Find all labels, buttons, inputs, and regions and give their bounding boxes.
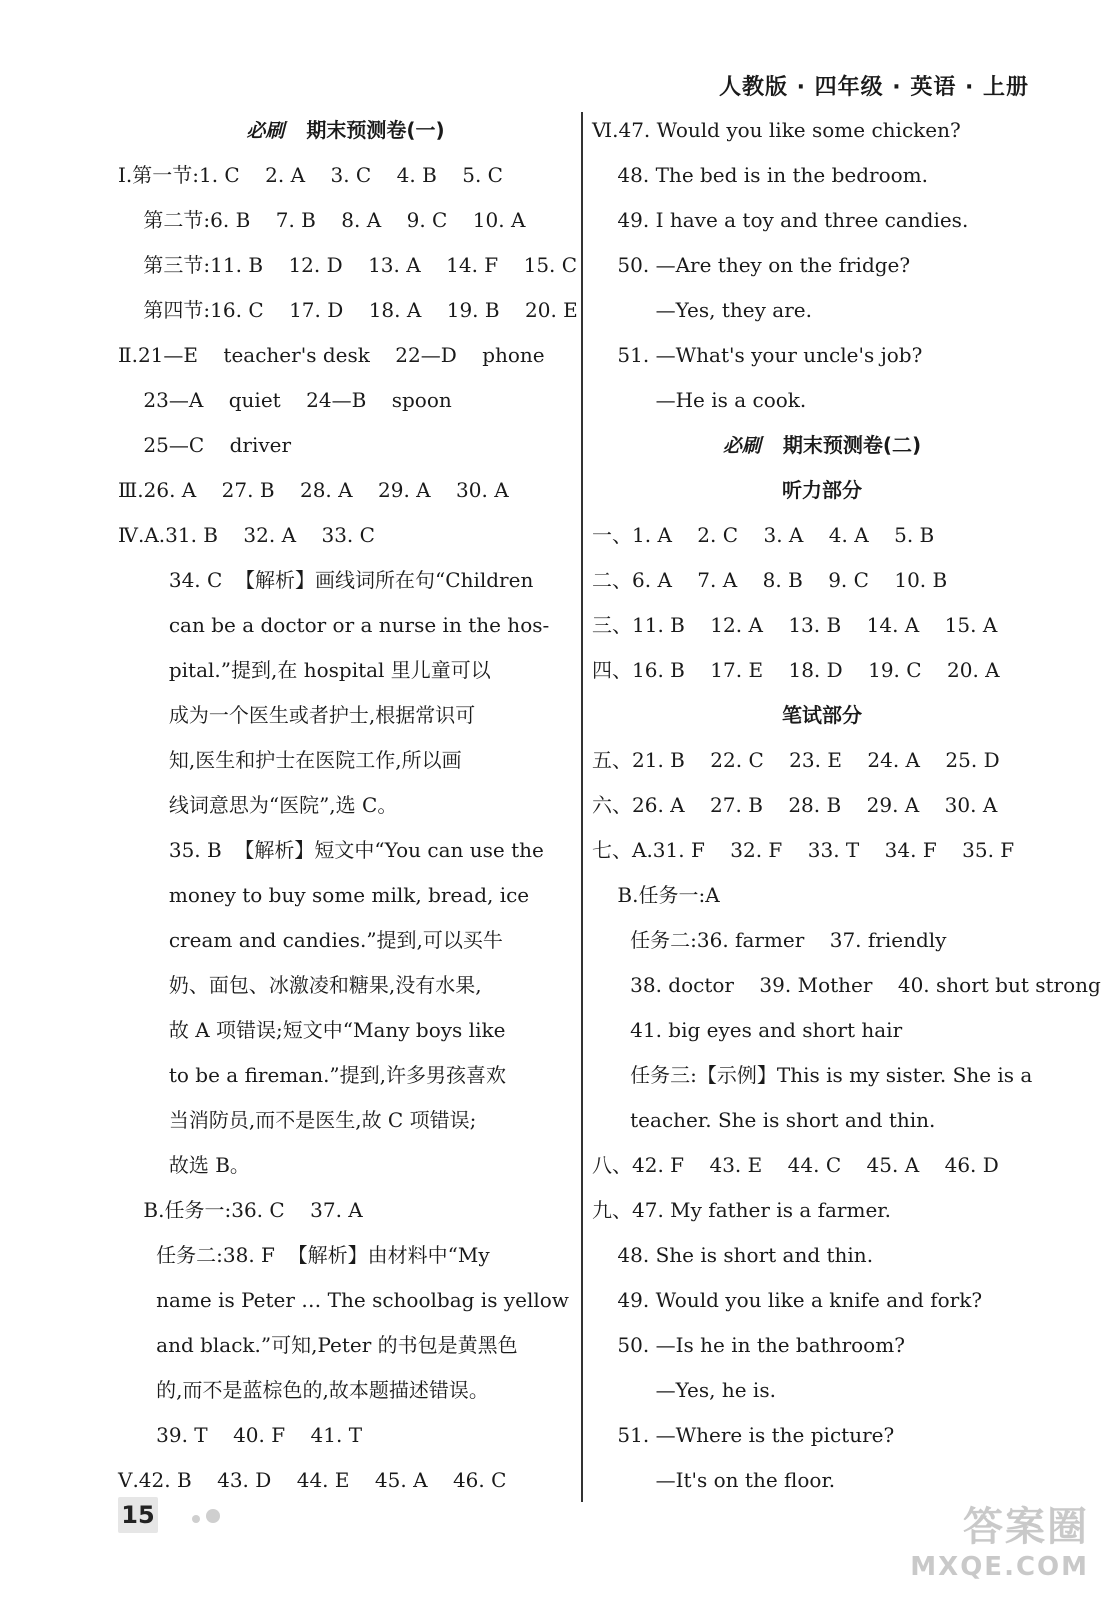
watermark-en: MXQE.COM [910, 1552, 1089, 1582]
answer-line: 38. doctor 39. Mother 40. short but strong [592, 973, 1101, 997]
page-dots-decoration [192, 1508, 226, 1527]
answer-line: 任务二:38. F 【解析】由材料中“My [118, 1243, 490, 1267]
answer-line: 成为一个医生或者护士,根据常识可 [118, 703, 476, 727]
exam-1-title [118, 108, 573, 153]
writing-section-title: 笔试部分 [782, 703, 862, 727]
answer-line: 51. —Where is the picture? [592, 1423, 895, 1447]
answer-line: 的,而不是蓝棕色的,故本题描述错误。 [118, 1378, 489, 1402]
listening-answers [592, 513, 1052, 693]
answer-line: 四、16. B 17. E 18. D 19. C 20. A [592, 658, 1000, 682]
answer-line: 奶、面包、冰激凌和糖果,没有水果, [118, 973, 482, 997]
answer-line: 第二节:6. B 7. B 8. A 9. C 10. A [118, 208, 526, 232]
answer-line: 25—C driver [118, 433, 292, 457]
exam-1-title-text: 期末预测卷(一) [306, 118, 445, 142]
book-header: 人教版 · 四年级 · 英语 · 上册 [718, 75, 1029, 100]
answer-line: —Yes, he is. [592, 1378, 776, 1402]
answer-line: 知,医生和护士在医院工作,所以画 [118, 748, 462, 772]
exam-1-answers-continued [592, 108, 1052, 423]
answer-line: 八、42. F 43. E 44. C 45. A 46. D [592, 1153, 999, 1177]
answer-line: Ⅵ.47. Would you like some chicken? [592, 118, 961, 142]
answer-line: 任务三:【示例】This is my sister. She is a [592, 1063, 1033, 1087]
answer-line: 35. B 【解析】短文中“You can use the [118, 838, 544, 862]
answer-line: B.任务一:A [592, 883, 720, 907]
answer-line: 线词意思为“医院”,选 C。 [118, 793, 398, 817]
answer-line: 51. —What's your uncle's job? [592, 343, 923, 367]
answer-line: Ⅲ.26. A 27. B 28. A 29. A 30. A [118, 478, 509, 502]
answer-line: 五、21. B 22. C 23. E 24. A 25. D [592, 748, 1000, 772]
writing-answers [592, 738, 1101, 1503]
answer-line: 三、11. B 12. A 13. B 14. A 15. A [592, 613, 998, 637]
answer-line: 23—A quiet 24—B spoon [118, 388, 452, 412]
answer-line: teacher. She is short and thin. [592, 1108, 936, 1132]
answer-line: 一、1. A 2. C 3. A 4. A 5. B [592, 523, 935, 547]
answer-line: 49. Would you like a knife and fork? [592, 1288, 983, 1312]
answer-line: can be a doctor or a nurse in the hos- [118, 613, 550, 637]
answer-line: 50. —Is he in the bathroom? [592, 1333, 905, 1357]
answer-line: 34. C 【解析】画线词所在句“Children [118, 568, 534, 592]
exam-1-answers [118, 153, 578, 1503]
answer-line: —Yes, they are. [592, 298, 812, 322]
answer-line: to be a fireman.”提到,许多男孩喜欢 [118, 1063, 507, 1087]
answer-line: —It's on the floor. [592, 1468, 836, 1492]
answer-line: 当消防员,而不是医生,故 C 项错误; [118, 1108, 477, 1132]
right-column [592, 108, 1101, 1503]
answer-line: 故选 B。 [118, 1153, 250, 1177]
answer-line: 故 A 项错误;短文中“Many boys like [118, 1018, 506, 1042]
answer-line: Ⅰ.第一节:1. C 2. A 3. C 4. B 5. C [118, 163, 503, 187]
answer-line: and black.”可知,Peter 的书包是黄黑色 [118, 1333, 518, 1357]
left-column [118, 108, 578, 1503]
answer-line: money to buy some milk, bread, ice [118, 883, 530, 907]
watermark-cn: 答案圈 [963, 1504, 1089, 1550]
answer-line: 任务二:36. farmer 37. friendly [592, 928, 947, 952]
watermark-logo [910, 1495, 1089, 1582]
answer-line: 六、26. A 27. B 28. B 29. A 30. A [592, 793, 998, 817]
brush-logo: 必刷 [722, 435, 761, 457]
answer-line: 41. big eyes and short hair [592, 1018, 903, 1042]
brush-logo: 必刷 [246, 120, 285, 142]
answer-line: name is Peter … The schoolbag is yellow [118, 1288, 569, 1312]
exam-2-title-text: 期末预测卷(二) [782, 433, 922, 457]
answer-line: 第四节:16. C 17. D 18. A 19. B 20. E [118, 298, 578, 322]
answer-line: Ⅳ.A.31. B 32. A 33. C [118, 523, 375, 547]
answer-line: 50. —Are they on the fridge? [592, 253, 911, 277]
listening-section-title: 听力部分 [782, 478, 862, 502]
answer-line: 49. I have a toy and three candies. [592, 208, 969, 232]
exam-2-title [592, 423, 1052, 468]
answer-line: 48. The bed is in the bedroom. [592, 163, 928, 187]
answer-line: 九、47. My father is a farmer. [592, 1198, 892, 1222]
answer-line: 48. She is short and thin. [592, 1243, 874, 1267]
answer-line: Ⅴ.42. B 43. D 44. E 45. A 46. C [118, 1468, 507, 1492]
page-number: 15 [118, 1497, 158, 1533]
answer-line: pital.”提到,在 hospital 里儿童可以 [118, 658, 491, 682]
answer-line: 七、A.31. F 32. F 33. T 34. F 35. F [592, 838, 1015, 862]
answer-line: 39. T 40. F 41. T [118, 1423, 363, 1447]
answer-line: B.任务一:36. C 37. A [118, 1198, 363, 1222]
answer-line: —He is a cook. [592, 388, 807, 412]
answer-line: Ⅱ.21—E teacher's desk 22—D phone [118, 343, 545, 367]
answer-line: cream and candies.”提到,可以买牛 [118, 928, 503, 952]
answer-line: 二、6. A 7. A 8. B 9. C 10. B [592, 568, 948, 592]
answer-line: 第三节:11. B 12. D 13. A 14. F 15. C [118, 253, 578, 277]
column-divider [581, 112, 583, 1502]
